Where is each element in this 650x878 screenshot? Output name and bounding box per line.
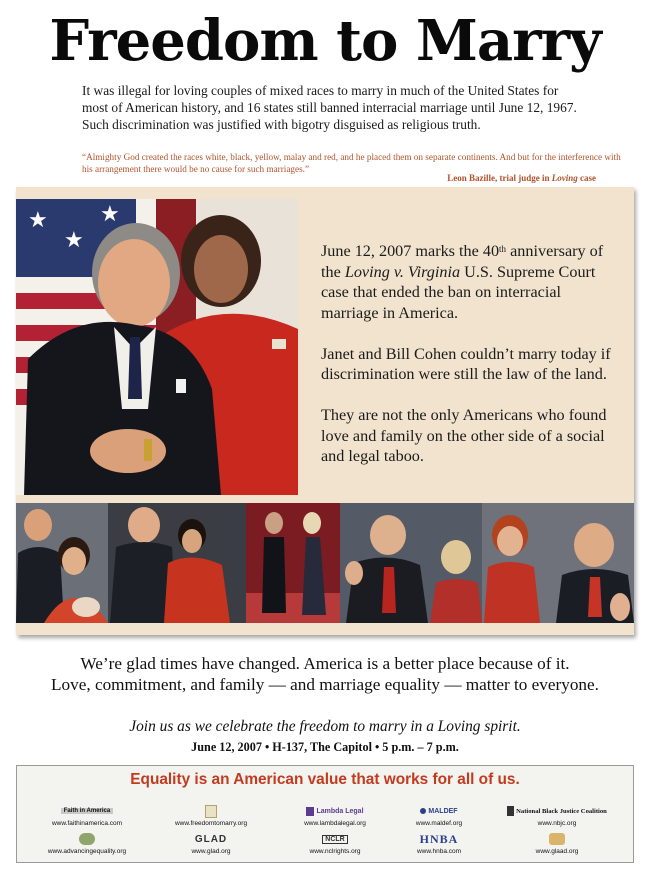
intro-paragraph: It was illegal for loving couples of mixed races to marry in much of the United States for most of American history, and 16 states still banned interracial marriage until June 12, 1967. Such discrimination was justified with bigotry disguised as religious truth. xyxy=(82,83,577,132)
sponsor-glaad[interactable]: www.glaad.org xyxy=(495,832,619,855)
page-title: Freedom to Marry xyxy=(49,8,601,74)
anniversary-paragraph: June 12, 2007 marks the 40th anniversary of the Loving v. Virginia U.S. Supreme Court case that ended the ban on interracial marriage in America. xyxy=(321,242,604,322)
quote-attribution: Leon Bazille, trial judge in Loving case xyxy=(447,173,596,183)
sponsor-nbjc[interactable]: National Black Justice Coalition www.nbjc.org xyxy=(487,804,627,827)
cohen-paragraph: Janet and Bill Cohen couldn’t marry today if discrimination were still the law of the land. xyxy=(321,344,611,383)
faith-in-america-logo: Faith in America xyxy=(61,808,113,814)
sponsor-maldef[interactable]: MALDEF www.maldef.org xyxy=(415,807,463,827)
cohen-couple-photo xyxy=(16,199,298,495)
couples-photo-strip xyxy=(16,503,634,623)
maldef-logo-icon xyxy=(420,808,426,814)
judge-quote: “Almighty God created the races white, black, yellow, malay and red, and he placed them on separate continents. And but for the interference with his arrangement there would be no cause for such marriages.” xyxy=(82,152,621,174)
taboo-paragraph: They are not the only Americans who found love and family on the other side of a social and legal taboo. xyxy=(321,406,607,465)
sponsor-lambda-legal[interactable]: Lambda Legal www.lambdalegal.org xyxy=(304,807,366,827)
sponsor-advancing-equality[interactable]: www.advancingequality.org xyxy=(25,832,149,855)
sponsor-glad[interactable]: GLAD www.glad.org xyxy=(191,833,231,855)
advancing-equality-logo-icon xyxy=(79,833,95,845)
svg-text:★: ★ xyxy=(28,208,48,233)
sponsor-freedom-to-marry[interactable]: www.freedomtomarry.org xyxy=(149,804,273,827)
glaad-logo-icon xyxy=(549,833,565,845)
sponsor-faith-in-america[interactable]: Faith in America www.faithinamerica.com xyxy=(51,808,123,827)
closing-statement: We’re glad times have changed. America is a better place because of it. Love, commitment, and family — and marriage equality — matter to everyone. xyxy=(51,654,599,694)
svg-text:★: ★ xyxy=(64,228,84,253)
freedom-to-marry-logo-icon xyxy=(205,805,217,818)
event-invitation: Join us as we celebrate the freedom to marry in a Loving spirit. xyxy=(129,718,521,735)
svg-text:★: ★ xyxy=(100,202,120,227)
sponsor-nclr[interactable]: NCLR www.nclrights.org xyxy=(309,835,361,855)
sponsor-heading: Equality is an American value that works for all of us. xyxy=(130,771,520,788)
feature-panel xyxy=(16,187,634,635)
sponsor-box xyxy=(16,765,634,863)
event-details: June 12, 2007 • H-137, The Capitol • 5 p.m. – 7 p.m. xyxy=(191,740,459,754)
nbjc-logo-icon xyxy=(507,806,514,816)
lambda-logo-icon xyxy=(306,807,314,816)
sponsor-hnba[interactable]: HNBA www.hnba.com xyxy=(416,831,462,855)
panel-text xyxy=(321,241,611,487)
